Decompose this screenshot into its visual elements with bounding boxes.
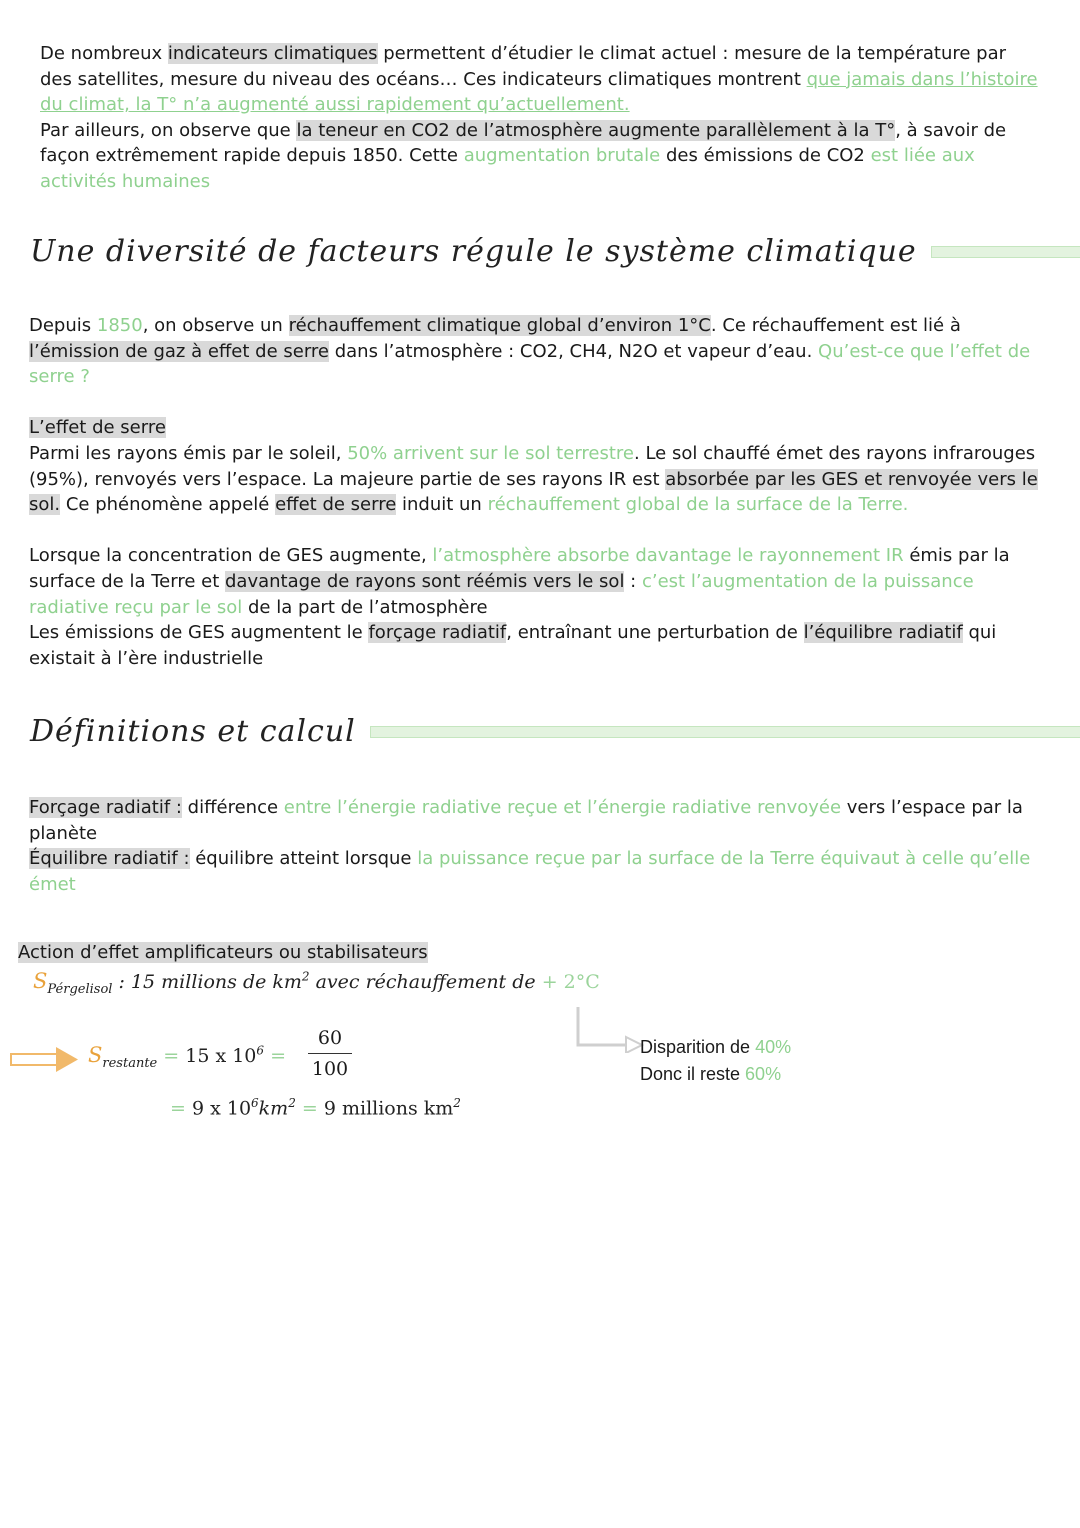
symbol-s: S bbox=[33, 969, 48, 993]
definitions-block bbox=[29, 795, 1042, 897]
section1-subtitle: L’effet de serre bbox=[29, 417, 166, 439]
symbol-s: S bbox=[88, 1043, 103, 1067]
action-block bbox=[18, 940, 1080, 966]
restante-formula: $S_{restante} = 15$ x $10^6$ = bbox=[88, 1043, 287, 1071]
bent-arrow-icon bbox=[570, 1003, 650, 1053]
big-arrow-icon bbox=[10, 1045, 80, 1075]
fraction-line bbox=[308, 1053, 352, 1054]
result-line-1: Disparition de 40% bbox=[640, 1037, 792, 1057]
section1-paragraph-3: Lorsque la concentration de GES augmente, l’atmosphère absorbe davantage le rayonnement IR émis par la surface de la Terre et davantage de rayons sont réémis vers le sol : c’est l’augmentation de la puissance radiative reçu par le sol de la part de l’atmosphère bbox=[29, 545, 1010, 618]
intro-paragraph-1: De nombreux indicateurs climatiques permettent d’étudier le climat actuel : mesure de la température par des satellites, mesure du niveau des océans… Ces indicateurs climatiques montrent que jamais dans l’histoire du climat, la T° n’a augmenté aussi rapidement qu’actuellement. bbox=[40, 43, 1038, 116]
section1-paragraph-4: Les émissions de GES augmentent le forçage radiatif, entraînant une perturbation de l’équilibre radiatif qui existait à l’ère industrielle bbox=[29, 622, 997, 669]
section2-heading bbox=[30, 714, 1080, 749]
fraction-numerator: 60 bbox=[317, 1027, 343, 1049]
result-line-2: Donc il reste 60% bbox=[640, 1064, 782, 1084]
definition-forcage: Forçage radiatif : différence entre l’énergie radiative reçue et l’énergie radiative renvoyée vers l’espace par la planète bbox=[29, 797, 1023, 844]
spacer bbox=[29, 390, 1042, 416]
section1-body bbox=[29, 313, 1042, 671]
section2-rule bbox=[370, 726, 1080, 738]
section1-title: Une diversité de facteurs régule le système climatique bbox=[30, 234, 917, 269]
intro-paragraph-2: Par ailleurs, on observe que la teneur en CO2 de l’atmosphère augmente parallèlement à la T°, à savoir de façon extrêmement rapide depuis 1850. Cette augmentation brutale des émissions de CO2 est liée aux activités humaines bbox=[40, 119, 1007, 192]
section1-rule bbox=[931, 246, 1080, 258]
section1-paragraph-2: Parmi les rayons émis par le soleil, 50% arrivent sur le sol terrestre. Le sol chauffé émet des rayons infrarouges (95%), renvoyés vers l’espace. La majeure partie de ses rayons IR est absorbée par les GES et renvoyée vers le sol. Ce phénomène appelé effet de serre induit un réchauffement global de la surface de la Terre. bbox=[29, 442, 1038, 516]
section1-heading bbox=[30, 234, 1080, 269]
spacer bbox=[29, 518, 1042, 544]
result-text bbox=[640, 1034, 791, 1088]
section1-paragraph-1: Depuis 1850, on observe un réchauffement climatique global d’environ 1°C. Ce réchauffement est lié à l’émission de gaz à effet de serre dans l’atmosphère : CO2, CH4, N2O et vapeur d’eau. Qu’est-ce que l’effet de serre ? bbox=[29, 315, 1031, 388]
pergelisol-formula: $S_{Pérgelisol}$ : 15 millions de $km^2$ avec réchauffement de + 2°C bbox=[33, 969, 600, 997]
intro-block bbox=[40, 41, 1040, 195]
fraction-denominator: 100 bbox=[311, 1058, 349, 1080]
definition-equilibre: Équilibre radiatif : équilibre atteint lorsque la puissance reçue par la surface de la Terre équivaut à celle qu’elle émet bbox=[29, 848, 1031, 895]
fraction bbox=[308, 1027, 352, 1080]
result-formula: = 9 x $10^6km^2 = 9$ millions $km^2$ bbox=[170, 1096, 461, 1120]
action-title: Action d’effet amplificateurs ou stabilisateurs bbox=[18, 942, 428, 963]
section2-title: Définitions et calcul bbox=[30, 714, 356, 749]
